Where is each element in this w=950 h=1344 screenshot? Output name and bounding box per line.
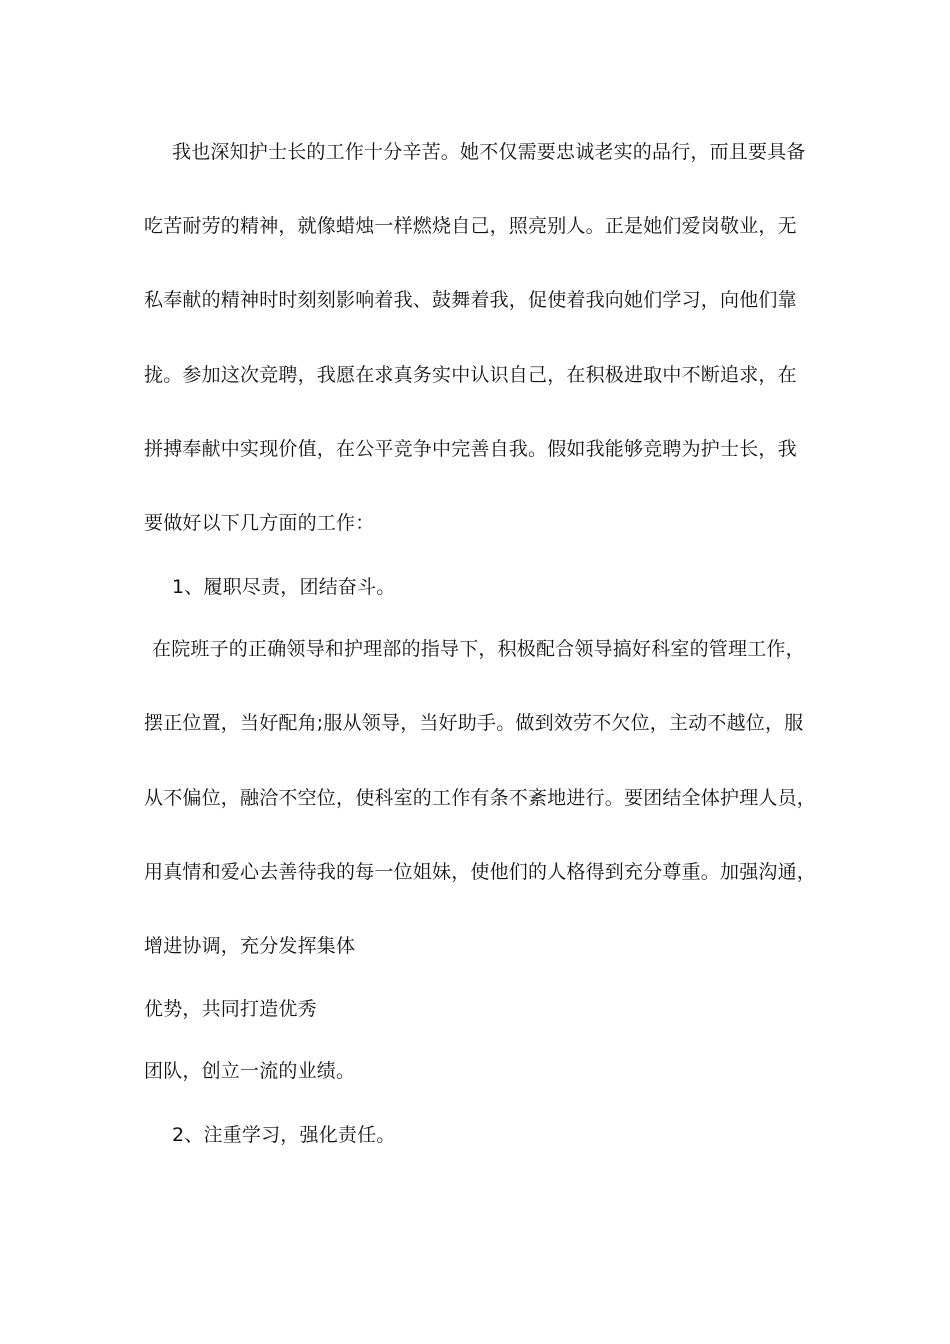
paragraph-1-line-6: 要做好以下几方面的工作：: [144, 512, 375, 534]
section-heading-2: 2、注重学习，强化责任。: [172, 1124, 396, 1146]
paragraph-2-line-7: 团队，创立一流的业绩。: [144, 1060, 356, 1082]
paragraph-2-line-2: 摆正位置，当好配角;服从领导，当好助手。做到效劳不欠位，主动不越位，服: [144, 712, 804, 734]
paragraph-1-line-1: 我也深知护士长的工作十分辛苦。她不仅需要忠诚老实的品行，而且要具备: [172, 141, 806, 163]
paragraph-1-line-3: 私奉献的精神时时刻刻影响着我、鼓舞着我，促使着我向她们学习，向他们靠: [144, 289, 797, 311]
paragraph-2-line-4: 用真情和爱心去善待我的每一位姐妹，使他们的人格得到充分尊重。加强沟通，: [144, 861, 817, 883]
paragraph-1-line-4: 拢。参加这次竞聘，我愿在求真务实中认识自己，在积极进取中不断追求，在: [144, 364, 797, 386]
paragraph-1-line-2: 吃苦耐劳的精神，就像蜡烛一样燃烧自己，照亮别人。正是她们爱岗敬业，无: [144, 215, 797, 237]
paragraph-2-line-6: 优势，共同打造优秀: [144, 998, 317, 1020]
paragraph-1-line-5: 拼搏奉献中实现价值，在公平竞争中完善自我。假如我能够竞聘为护士长，我: [144, 438, 797, 460]
paragraph-2-line-5: 增进协调，充分发挥集体: [144, 935, 356, 957]
paragraph-2-line-3: 从不偏位，融洽不空位，使科室的工作有条不紊地进行。要团结全体护理人员，: [144, 787, 817, 809]
paragraph-2-line-1: 在院班子的正确领导和护理部的指导下，积极配合领导搞好科室的管理工作，: [152, 638, 805, 660]
section-heading-1: 1、履职尽责，团结奋斗。: [172, 576, 396, 598]
